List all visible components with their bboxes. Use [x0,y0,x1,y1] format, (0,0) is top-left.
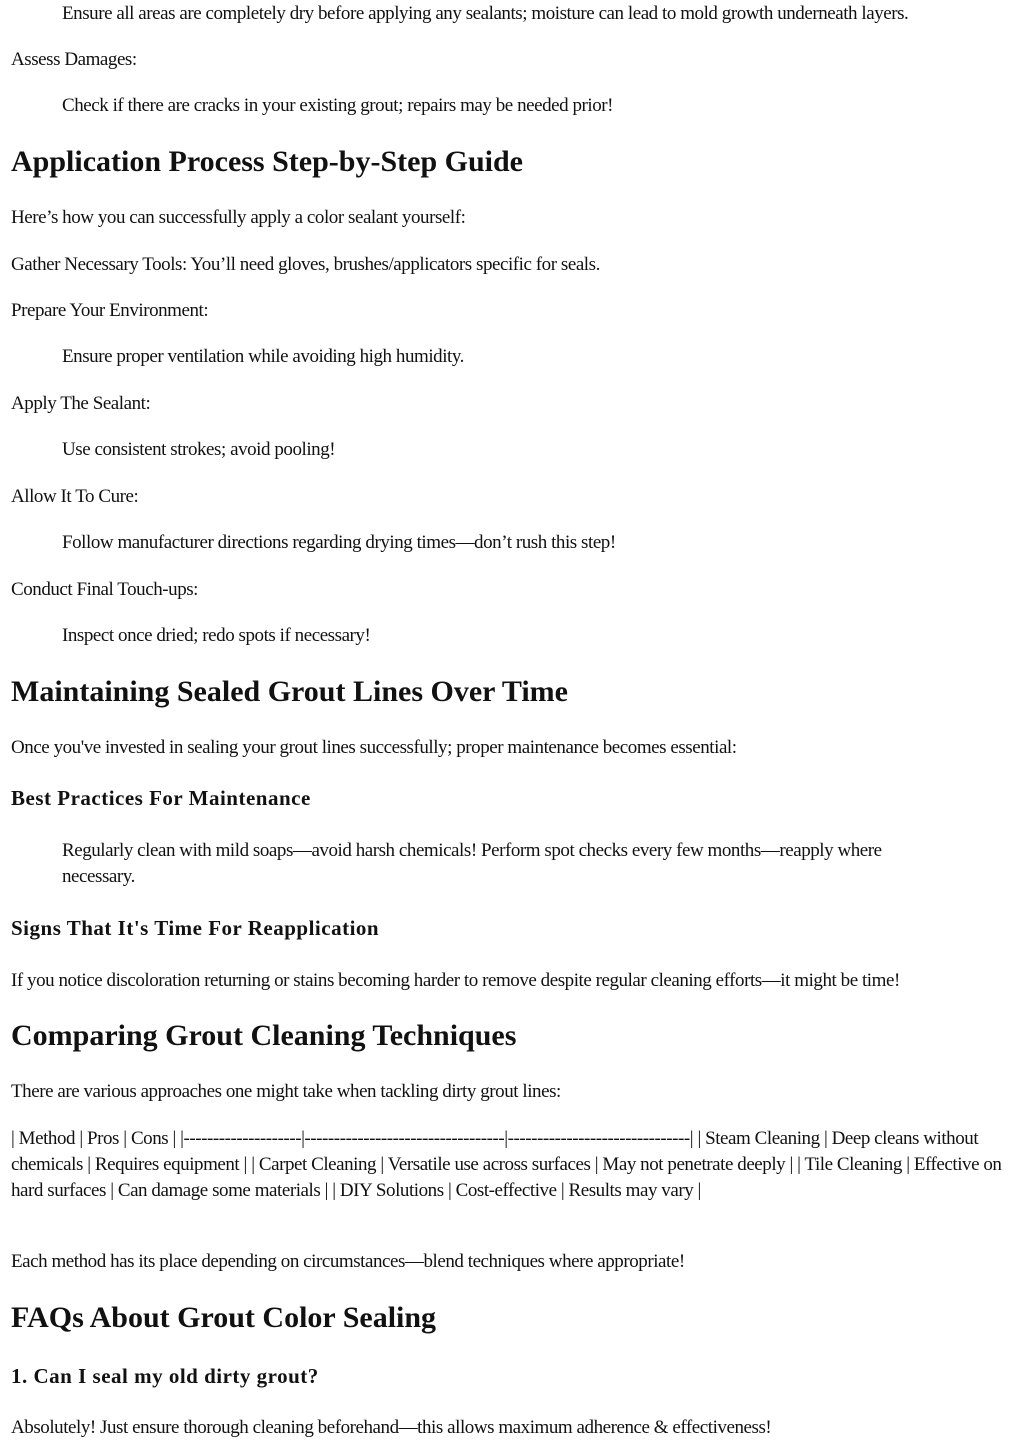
assess-label: Assess Damages: [11,49,137,70]
maintaining-intro: Once you've invested in sealing your grout lines successfully; proper maintenance becomes essential: [11,737,737,758]
maintaining-heading: Maintaining Sealed Grout Lines Over Time [11,675,568,708]
application-intro: Here’s how you can successfully apply a color sealant yourself: [11,207,466,228]
best-practices-heading: Best Practices For Maintenance [11,786,311,810]
comparing-heading: Comparing Grout Cleaning Techniques [11,1019,517,1052]
application-heading: Application Process Step-by-Step Guide [11,145,523,178]
apply-note: Use consistent strokes; avoid pooling! [62,439,336,460]
tools-line: Gather Necessary Tools: You’ll need gloves, brushes/applicators specific for seals. [11,254,600,275]
faq-answer-1: Absolutely! Just ensure thorough cleaning beforehand—this allows maximum adherence & effectiveness! [11,1417,772,1438]
dry-note: Ensure all areas are completely dry before applying any sealants; moisture can lead to mold growth underneath layers. [62,3,909,24]
prepare-note: Ensure proper ventilation while avoiding high humidity. [62,346,464,367]
touchup-note: Inspect once dried; redo spots if necessary! [62,625,371,646]
faq-question-1: 1. Can I seal my old dirty grout? [11,1364,319,1388]
apply-label: Apply The Sealant: [11,393,151,414]
best-practices-text: Regularly clean with mild soaps—avoid harsh chemicals! Perform spot checks every few months—reapply where necessary. [62,840,882,887]
comparing-intro: There are various approaches one might take when tackling dirty grout lines: [11,1081,561,1102]
faqs-heading: FAQs About Grout Color Sealing [11,1301,437,1334]
comparison-table-raw: | Method | Pros | Cons | |--------------------|----------------------------------|-------------------------------| | Steam Cleaning | Deep cleans without chemicals | Requires equipment | | Carpet Cleaning | Versatile use across surfaces | May not penetrate deeply | | Tile Cleaning | Effective on hard surfaces | Can damage some materials | | DIY Solutions | Cost-effective | Results may vary | [11,1128,1002,1201]
assess-note: Check if there are cracks in your existing grout; repairs may be needed prior! [62,95,614,116]
comparing-closing: Each method has its place depending on circumstances—blend techniques where appropriate! [11,1251,685,1272]
cure-note: Follow manufacturer directions regarding drying times—don’t rush this step! [62,532,616,553]
cure-label: Allow It To Cure: [11,486,139,507]
prepare-label: Prepare Your Environment: [11,300,209,321]
signs-heading: Signs That It's Time For Reapplication [11,916,380,940]
touchup-label: Conduct Final Touch-ups: [11,579,199,600]
signs-text: If you notice discoloration returning or stains becoming harder to remove despite regular cleaning efforts—it might be time! [11,970,900,991]
